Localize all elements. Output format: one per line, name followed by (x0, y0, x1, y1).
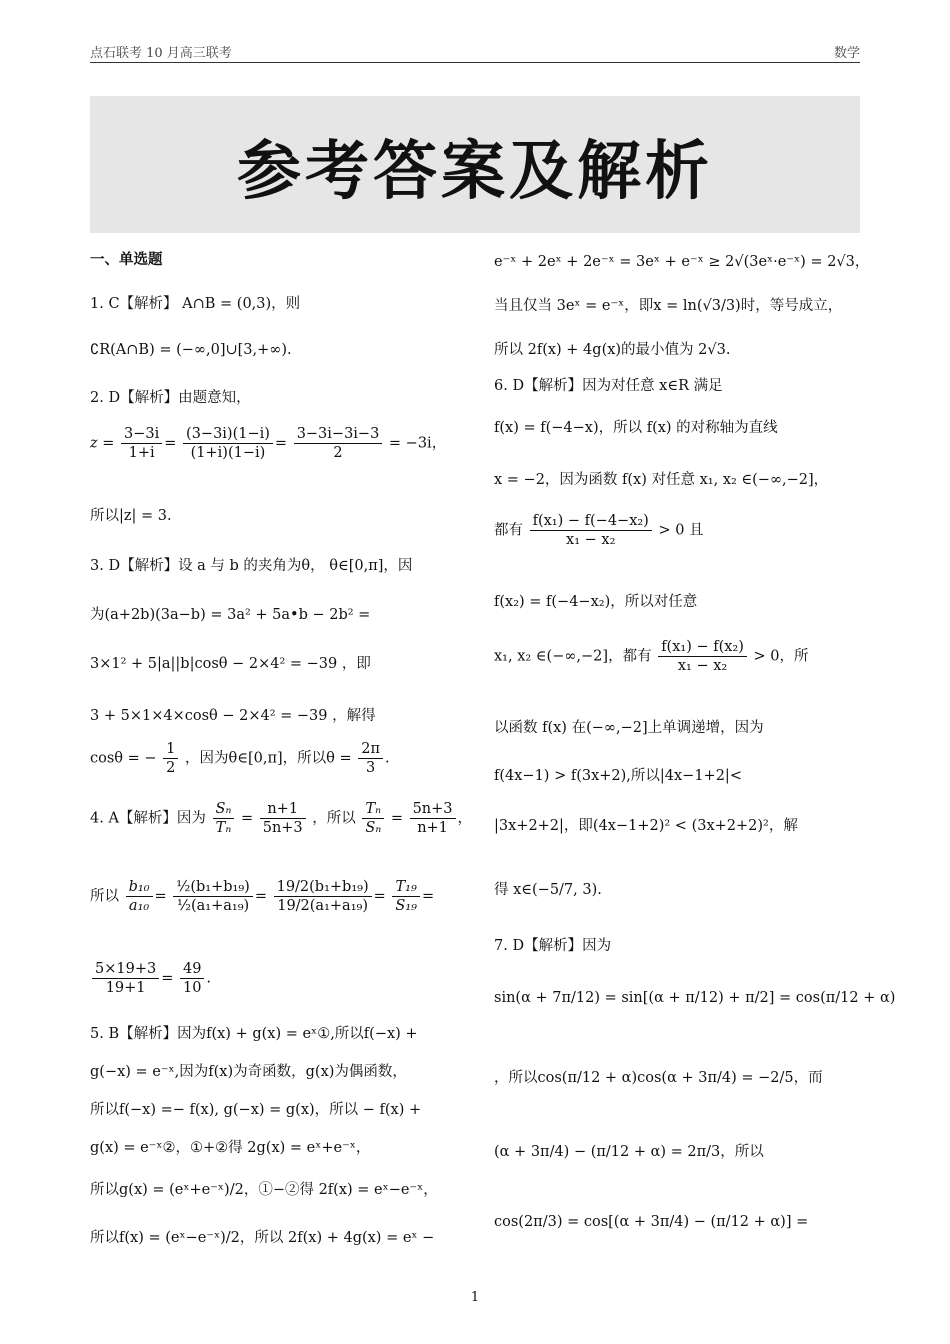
math-text: ，因为θ∈[0,π]，所以θ = (185, 750, 352, 767)
fraction (294, 425, 383, 462)
q6-line: |3x+2+2|，即(4x−1+2)² < (3x+2+2)²，解 (494, 818, 798, 834)
numerator: 3−3i−3i−3 (294, 425, 383, 444)
q3-line: 3×1² + 5|a||b|cosθ − 2×4² = −39 ，即 (90, 656, 371, 672)
numerator: 3−3i (121, 425, 162, 444)
q3-line: 3. D【解析】设 a 与 b 的夹角为θ， θ∈[0,π]，因 (90, 558, 413, 574)
numerator: 19/2(b₁+b₁₉) (274, 878, 372, 897)
denominator: 10 (182, 980, 202, 997)
q7-line: sin(α + 7π/12) = sin[(α + π/12) + π/2] = cos(π/12 + α) (494, 990, 896, 1006)
denominator: x₁ − x₂ (677, 658, 728, 675)
fraction (392, 878, 420, 915)
q5-line: 所以f(−x) =− f(x), g(−x) = g(x)，所以 − f(x) + (90, 1102, 422, 1118)
q4-equation: $\frac{5\times 19+3}{19+1}$ = $\frac{49}{10}$ . (90, 960, 211, 997)
fraction (121, 425, 162, 462)
fraction (92, 960, 159, 997)
q5-line: 当且仅当 3eˣ = e⁻ˣ，即x = ln(√3/3)时，等号成立， (494, 298, 843, 314)
fraction (274, 878, 372, 915)
math-text: cosθ = − (90, 750, 157, 767)
q5-line: g(−x) = e⁻ˣ,因为f(x)为奇函数，g(x)为偶函数， (90, 1064, 407, 1080)
math-text: z = (90, 435, 115, 452)
q1-line: ∁R(A∩B) = (−∞,0]∪[3,+∞). (90, 342, 292, 358)
q7-line: ，所以cos(π/12 + α)cos(α + 3π/4) = −2/5，而 (494, 1070, 823, 1086)
q5-line: g(x) = e⁻ˣ②，①+②得 2g(x) = eˣ+e⁻ˣ， (90, 1140, 371, 1156)
math-text: = (240, 810, 254, 827)
q6-line: f(x₂) = f(−4−x₂)，所以对任意 (494, 594, 698, 610)
header-right: 数学 (833, 46, 860, 61)
q3-equation: cosθ = − $\frac{1}{2}$ ，因为θ∈[0,π]，所以θ = $\frac{2\pi}{3}$ . (90, 741, 390, 777)
denominator: S₁₉ (395, 898, 417, 915)
denominator: x₁ − x₂ (566, 532, 616, 549)
q2-line: 所以|z| = 3. (90, 508, 172, 524)
denominator: Sₙ (365, 820, 382, 837)
denominator: 19+1 (105, 980, 146, 997)
numerator: n+1 (260, 800, 306, 819)
q6-line: f(x) = f(−4−x)，所以 f(x) 的对称轴为直线 (494, 420, 778, 436)
q6-line: 以函数 f(x) 在(−∞,−2]上单调递增，因为 (494, 720, 764, 736)
math-text: = −3i， (388, 435, 447, 452)
denominator: Tₙ (215, 820, 232, 837)
fraction (658, 638, 747, 675)
numerator: f(x₁) − f(−4−x₂) (530, 512, 652, 531)
numerator: 2π (358, 740, 383, 759)
q6-line: 得 x∈(−5/7, 3). (494, 882, 602, 898)
fraction (362, 800, 384, 837)
math-text: 都有 (494, 522, 523, 539)
fraction (183, 425, 273, 462)
q5-line: 所以 2f(x) + 4g(x)的最小值为 2√3. (494, 342, 731, 358)
q7-line: 7. D【解析】因为 (494, 938, 612, 954)
numerator: 5n+3 (410, 800, 456, 819)
fraction (213, 800, 235, 837)
numerator: ½(b₁+b₁₉) (173, 878, 253, 897)
fraction (180, 960, 204, 997)
denominator: 19/2(a₁+a₁₉) (277, 898, 368, 915)
section-heading: 一、单选题 (90, 252, 163, 268)
numerator: Tₙ (362, 800, 384, 819)
q4-equation: 4. A【解析】因为 $\frac{\text{Sₙ}}{\text{Tₙ}}$ = $\frac{n+1}{5n+3}$ ，所以 $\frac{\text{Tₙ}}{\text{Sₙ}}$ = $\frac{5n+3}{n+1}$ ， (90, 801, 473, 837)
math-text: ，所以 (312, 810, 356, 827)
page-number: 1 (470, 1290, 480, 1305)
numerator: (3−3i)(1−i) (183, 425, 273, 444)
q2-line: 2. D【解析】由题意知， (90, 390, 251, 406)
denominator: 3 (366, 760, 376, 777)
numerator: 1 (163, 740, 178, 759)
math-text: 4. A【解析】因为 (90, 810, 206, 827)
math-text: x₁, x₂ ∈(−∞,−2]，都有 (494, 648, 652, 665)
denominator: 5n+3 (262, 820, 303, 837)
q6-line: 6. D【解析】因为对任意 x∈R 满足 (494, 378, 723, 394)
q6-equation (494, 512, 704, 549)
math-text: 所以 (90, 888, 119, 905)
q3-line: 3 + 5×1×4×cosθ − 2×4² = −39 ，解得 (90, 708, 376, 724)
denominator: 1+i (128, 445, 155, 462)
header-left: 点石联考 10 月高三联考 (90, 46, 232, 61)
numerator: 5×19+3 (92, 960, 159, 979)
denominator: ½(a₁+a₁₉) (176, 898, 250, 915)
math-text: > 0 且 (658, 522, 704, 539)
fraction (173, 878, 253, 915)
denominator: a₁₀ (128, 898, 150, 915)
fraction (126, 878, 153, 915)
fraction (163, 740, 178, 777)
title-banner (90, 96, 860, 233)
fraction (530, 512, 652, 549)
q6-equation (494, 638, 809, 675)
numerator: f(x₁) − f(x₂) (658, 638, 747, 657)
denominator: 2 (166, 760, 176, 777)
fraction (410, 800, 456, 837)
q5-line: 所以f(x) = (eˣ−e⁻ˣ)/2，所以 2f(x) + 4g(x) = eˣ − (90, 1230, 435, 1246)
math-text: > 0，所 (753, 648, 809, 665)
fraction (260, 800, 306, 837)
q1-line: 1. C【解析】 A∩B = (0,3)，则 (90, 296, 301, 312)
q6-line: f(4x−1) > f(3x+2),所以|4x−1+2|< (494, 768, 742, 784)
numerator: 49 (180, 960, 204, 979)
denominator: (1+i)(1−i) (190, 445, 266, 462)
q6-line: x = −2，因为函数 f(x) 对任意 x₁, x₂ ∈(−∞,−2]， (494, 472, 829, 488)
page-header (90, 40, 860, 63)
numerator: b₁₀ (126, 878, 153, 897)
math-text: = (390, 810, 403, 827)
numerator: Sₙ (213, 800, 235, 819)
fraction (358, 740, 383, 777)
q5-line: e⁻ˣ + 2eˣ + 2e⁻ˣ = 3eˣ + e⁻ˣ ≥ 2√(3eˣ·e⁻ˣ) = 2√3， (494, 254, 870, 270)
q4-equation: 所以 $\frac{\text{b₁₀}}{\text{a₁₀}}$ = $\frac{\text{½(b₁+b₁₉)}}{\text{½(a₁+a₁₉)}}$ = $\frac{\text{19/2(b₁+b₁₉)}}{\text{19/2(a₁+a₁₉)}}$ = $\frac{\text{T₁₉}}{\text{S₁₉}}$ = (90, 879, 435, 915)
page-title: 参考答案及解析 (237, 135, 713, 209)
q7-line: cos(2π/3) = cos[(α + 3π/4) − (π/12 + α)] = (494, 1214, 809, 1230)
numerator: T₁₉ (392, 878, 420, 897)
denominator: n+1 (417, 820, 448, 837)
q5-line: 所以g(x) = (eˣ+e⁻ˣ)/2，①−②得 2f(x) = eˣ−e⁻ˣ， (90, 1182, 438, 1198)
q7-line: (α + 3π/4) − (π/12 + α) = 2π/3，所以 (494, 1144, 764, 1160)
q3-line: 为(a+2b)(3a−b) = 3a² + 5a•b − 2b² = (90, 607, 371, 623)
q2-equation: z = $\frac{3-3i}{1+i}$ = $\frac{(3-3i)(1-i)}{(1+i)(1-i)}$ = $\frac{3-3i-3i-3}{2}$ = −3i， (90, 426, 447, 462)
denominator: 2 (333, 445, 343, 462)
q5-line: 5. B【解析】因为f(x) + g(x) = eˣ①,所以f(−x) + (90, 1026, 418, 1042)
